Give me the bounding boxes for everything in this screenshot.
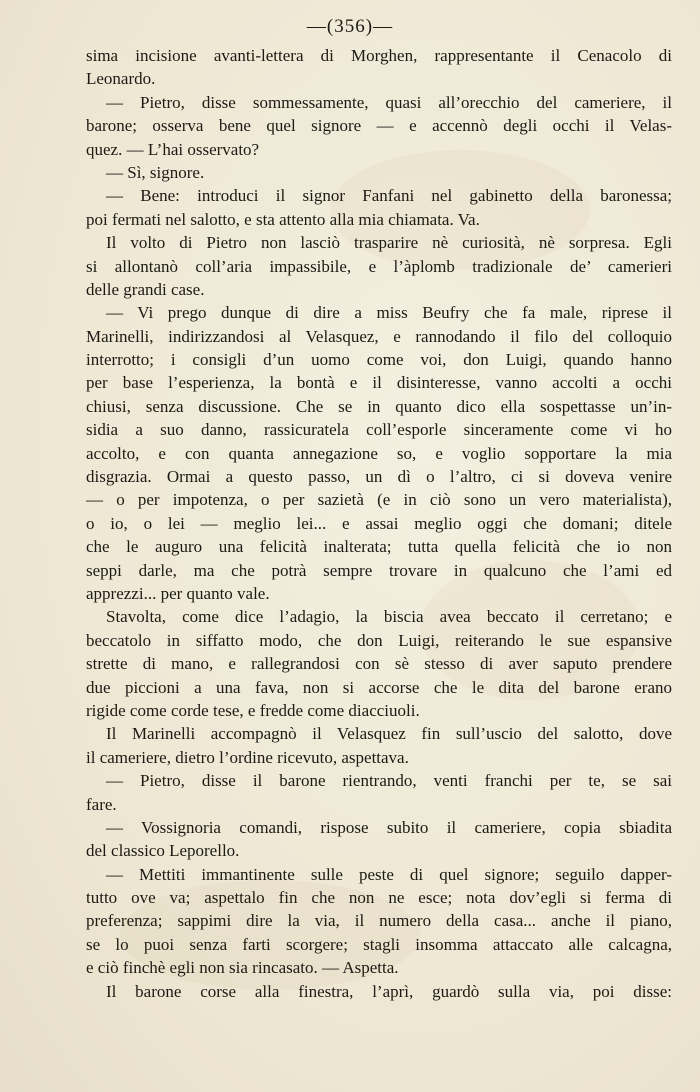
page-number: —(356)—: [306, 16, 394, 37]
text-line: Il barone corse alla finestra, l’aprì, guardò sulla via, poi disse:: [106, 981, 672, 1001]
text-line: accolto, e con quanta annegazione so, e voglio sopportare la mia: [86, 443, 672, 463]
text-line: tutto ove va; aspettalo fin che non ne esce; nota dov’egli si ferma di: [86, 888, 672, 908]
text-line: per base l’esperienza, la bontà e il disinteresse, vanno accolti a occhi: [86, 373, 672, 393]
text-line: — Bene: introduci il signor Fanfani nel gabinetto della baronessa;: [106, 186, 672, 206]
text-line: barone; osserva bene quel signore — e accennò degli occhi il Velas-: [86, 116, 672, 136]
body-text: [86, 44, 672, 1003]
text-line: Il Marinelli accompagnò il Velasquez fin sull’uscio del salotto, dove: [106, 724, 672, 744]
text-line: si allontanò coll’aria impassibile, e l’àplomb tradizionale de’ camerieri: [86, 256, 672, 276]
text-line: interrotto; i consigli d’un uomo come voi, don Luigi, quando hanno: [86, 350, 672, 370]
text-line: beccatolo in siffatto modo, che don Luigi, reiterando le sue espansive: [86, 630, 672, 650]
text-line: — Pietro, disse il barone rientrando, venti franchi per te, se sai: [106, 771, 672, 791]
text-line: — Sì, signore.: [106, 162, 205, 182]
text-line: Stavolta, come dice l’adagio, la biscia avea beccato il cerretano; e: [106, 607, 672, 627]
text-line: quez. — L’hai osservato?: [86, 139, 260, 159]
text-line: — Mettiti immantinente sulle peste di quel signore; seguilo dapper-: [106, 864, 672, 884]
text-line: Il volto di Pietro non lasciò trasparire nè curiosità, nè sorpresa. Egli: [106, 233, 672, 253]
text-line: o io, o lei — meglio lei... e assai meglio oggi che domani; ditele: [86, 513, 672, 533]
text-line: sidia a suo danno, rassicuratela coll’esporle sinceramente come vi ho: [86, 420, 672, 440]
text-line: Leonardo.: [86, 69, 156, 89]
text-line: rigide come corde tese, e fredde come diacciuoli.: [86, 700, 420, 720]
text-line: due piccioni a una fava, non si accorse che le dita del barone erano: [86, 677, 672, 697]
text-line: delle grandi case.: [86, 279, 205, 299]
text-line: fare.: [86, 794, 117, 814]
text-line: sima incisione avanti-lettera di Morghen, rappresentante il Cenacolo di: [86, 46, 672, 65]
text-line: e ciò finchè egli non sia rincasato. — Aspetta.: [86, 958, 399, 978]
text-line: che le auguro una felicità inalterata; tutta quella felicità che io non: [86, 537, 672, 557]
text-line: disgrazia. Ormai a questo passo, un dì o l’altro, ci si doveva venire: [86, 467, 672, 487]
text-line: — Vossignoria comandi, rispose subito il cameriere, copia sbiadita: [106, 817, 672, 837]
text-line: se lo puoi senza farti scorgere; stagli insomma attaccato alle calcagna,: [86, 934, 672, 954]
text-line: apprezzi... per quanto vale.: [86, 583, 270, 603]
text-line: — o per impotenza, o per sazietà (e in ciò sono un vero materialista),: [86, 490, 672, 510]
text-line: — Vi prego dunque di dire a miss Beufry che fa male, riprese il: [106, 303, 672, 323]
text-line: — Pietro, disse sommessamente, quasi all’orecchio del cameriere, il: [106, 92, 672, 112]
text-line: del classico Leporello.: [86, 841, 240, 861]
text-line: poi fermati nel salotto, e sta attento alla mia chiamata. Va.: [86, 209, 480, 229]
text-line: seppi darle, ma che potrà sempre trovare in qualcuno che l’ami ed: [86, 560, 672, 580]
text-line: preferenza; sappimi dire la via, il numero della casa... anche il piano,: [86, 911, 672, 931]
text-line: strette di mano, e rallegrandosi con sè stesso di aver saputo prendere: [86, 654, 672, 674]
text-line: Marinelli, indirizzandosi al Velasquez, e rannodando il filo del colloquio: [86, 326, 672, 346]
text-line: chiusi, senza discussione. Che se in quanto dico ella sospettasse un’in-: [86, 396, 672, 416]
text-line: il cameriere, dietro l’ordine ricevuto, aspettava.: [86, 747, 409, 767]
